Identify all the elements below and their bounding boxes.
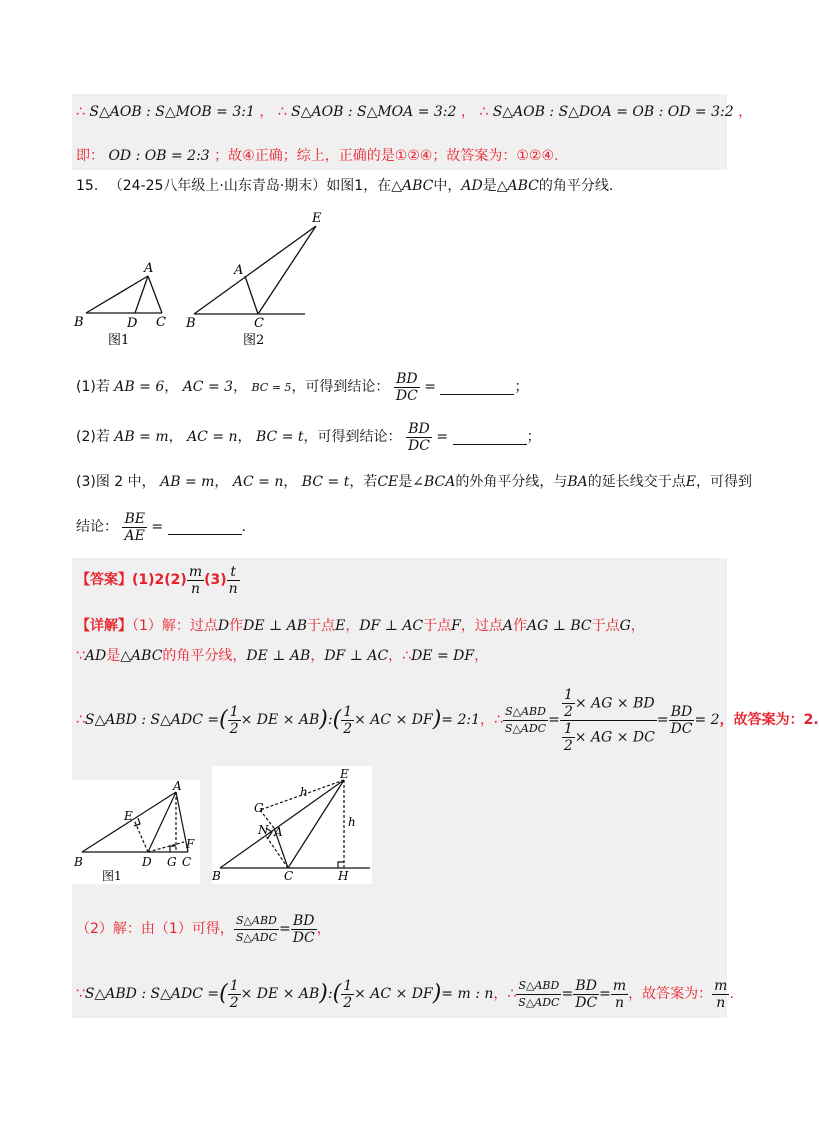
label-A: A xyxy=(234,263,244,278)
paren: ) xyxy=(432,981,442,1006)
numerator xyxy=(560,687,657,721)
math-inline: △ABC xyxy=(391,178,434,194)
punct: ， xyxy=(474,648,489,664)
punct: ， xyxy=(164,379,179,395)
math-inline: BC = t xyxy=(256,429,304,445)
area-ratio: S△ABD : S△ADC = xyxy=(84,712,220,728)
fraction-BD-DC xyxy=(291,913,317,946)
segment-AD xyxy=(135,276,148,313)
fraction-half xyxy=(341,978,354,1011)
numerator: BD xyxy=(573,978,599,995)
answer-text: (3) xyxy=(204,572,227,588)
denominator: S△ADC xyxy=(518,995,560,1009)
math-inline: DE = DF xyxy=(411,648,475,664)
fraction-m-n xyxy=(712,978,729,1011)
right-angle-H xyxy=(338,862,344,868)
equals: = xyxy=(279,921,291,937)
product: × AC × DF xyxy=(354,712,433,728)
numerator: BD xyxy=(406,421,432,438)
question-source: （24-25八年级上·山东青岛·期末） xyxy=(108,178,327,194)
numerator: 1 xyxy=(343,977,353,994)
therefore-symbol: ∴ xyxy=(277,104,287,120)
paren: ( xyxy=(219,981,228,1006)
math-inline: D xyxy=(217,618,230,634)
numerator: m xyxy=(612,977,627,994)
fraction-m-n xyxy=(187,564,204,597)
paren: ( xyxy=(219,707,228,732)
label-F: F xyxy=(186,837,195,851)
punct: ， xyxy=(310,648,325,664)
label-D: D xyxy=(142,855,152,869)
stem-text: 的角平分线. xyxy=(538,178,614,194)
label-B: B xyxy=(74,315,84,330)
equals: = xyxy=(656,712,669,728)
conclusion-text: ；故④正确；综上，正确的是①②④；故答案为：①②④. xyxy=(214,148,559,164)
segment-AC xyxy=(245,276,258,314)
segment-BA xyxy=(86,276,148,313)
product: × AC × DF xyxy=(354,986,433,1002)
label-D: D xyxy=(127,316,138,331)
denominator: DC xyxy=(670,720,693,737)
numerator: m xyxy=(188,563,203,580)
part-2 xyxy=(76,420,541,454)
answer-tag: 【答案】 xyxy=(76,572,132,588)
label-C: C xyxy=(254,316,264,331)
equals: = xyxy=(424,379,437,395)
solution-figure-1 xyxy=(72,780,200,884)
solution-figure-2-svg xyxy=(212,766,372,884)
question-number: 15. xyxy=(76,178,99,194)
detail-text: 于点 xyxy=(423,618,452,634)
detail-text: 是 xyxy=(106,648,121,664)
paren: ) xyxy=(432,707,442,732)
math-inline: AB = m xyxy=(160,474,215,490)
stem-text: 的延长线交于点 xyxy=(587,474,686,490)
punct: ， xyxy=(493,986,508,1002)
therefore-symbol: ∴ xyxy=(76,712,85,728)
solution-figure-2 xyxy=(212,766,372,884)
answer-text: ，故答案为： xyxy=(628,986,713,1002)
ratio-expression: OD : OB = 2:3 xyxy=(108,148,210,164)
segment-EC xyxy=(258,226,316,314)
part-3-conclusion xyxy=(76,510,246,544)
label-B: B xyxy=(186,316,196,331)
figure-caption: 图1 xyxy=(102,869,122,883)
paren: ( xyxy=(332,707,342,732)
denominator: S△ADC xyxy=(504,721,547,735)
fraction-area xyxy=(516,978,561,1011)
ratio-expression: S△AOB : S△MOA = 3:2 xyxy=(291,104,457,120)
math-inline: E xyxy=(685,474,697,490)
colon: : xyxy=(327,712,333,728)
math-inline: G xyxy=(619,618,631,634)
solution-figure-1-svg xyxy=(72,780,200,884)
denominator: 2 xyxy=(229,720,239,737)
math-inline: △ABC xyxy=(496,178,539,194)
colon: : xyxy=(327,986,333,1002)
math-inline: AD xyxy=(461,178,483,194)
label-G: G xyxy=(254,801,264,815)
denominator: DC xyxy=(575,994,598,1011)
fraction-BD-DC xyxy=(573,978,599,1011)
part-1 xyxy=(76,370,528,405)
fraction-half xyxy=(562,721,575,754)
equals: = xyxy=(436,429,449,445)
punct: ， xyxy=(168,429,183,445)
label-C: C xyxy=(284,869,294,883)
therefore-symbol: ∴ xyxy=(76,104,85,120)
numerator: BD xyxy=(394,371,420,388)
denominator xyxy=(560,721,657,754)
label-E: E xyxy=(312,211,322,226)
ratio-line-2 xyxy=(76,972,734,1016)
denominator: 2 xyxy=(343,720,353,737)
label-N: N xyxy=(258,823,269,837)
question-stem xyxy=(76,176,613,196)
stem-text: 是 xyxy=(482,178,497,194)
numerator: t xyxy=(227,564,240,581)
numerator: 1 xyxy=(229,977,239,994)
denominator: n xyxy=(228,580,238,597)
product: × AG × DC xyxy=(574,729,655,745)
fraction-area xyxy=(234,913,279,946)
equals: = xyxy=(561,986,574,1002)
part-label: (1)若 xyxy=(76,379,110,395)
math-inline: ∠BCA xyxy=(412,474,456,490)
denominator: 2 xyxy=(229,994,239,1011)
denominator: 2 xyxy=(564,703,573,720)
denominator: n xyxy=(190,580,200,597)
punct: ， xyxy=(480,712,494,728)
numerator: S△ABD xyxy=(516,978,561,995)
math-inline: DE ⊥ AB xyxy=(246,648,311,664)
label-C: C xyxy=(182,855,192,869)
punct: ，若 xyxy=(349,474,378,490)
math-inline: BC = t xyxy=(301,474,350,490)
because-symbol: ∵ xyxy=(76,648,85,664)
math-inline: BC = 5 xyxy=(251,381,292,394)
fraction-big xyxy=(560,687,657,754)
ratio-expression: S△AOB : S△MOB = 3:1 xyxy=(89,104,255,120)
answer-line xyxy=(76,562,240,598)
fraction-half xyxy=(341,704,354,737)
denominator: 2 xyxy=(343,994,353,1011)
figure-1 xyxy=(86,276,162,313)
math-inline: DF ⊥ AC xyxy=(324,648,389,664)
numerator: BD xyxy=(669,704,695,721)
math-inline: A xyxy=(502,618,513,634)
fraction-BD-DC xyxy=(394,371,420,404)
detail-text: （2）解：由（1）可得， xyxy=(76,921,234,937)
math-inline: CE xyxy=(377,474,399,490)
numerator: 1 xyxy=(563,720,573,737)
question-figures xyxy=(70,210,350,355)
answer-blank[interactable] xyxy=(453,430,527,445)
paren: ( xyxy=(332,981,342,1006)
punct: ； xyxy=(526,429,541,445)
math-inline: DF ⊥ AC xyxy=(359,618,424,634)
fraction-BE-AE xyxy=(122,511,147,544)
answer-text: ，故答案为：2. xyxy=(719,712,819,728)
math-inline: AC = 3 xyxy=(182,379,234,395)
numerator: m xyxy=(714,977,728,994)
area-ratio: S△ABD : S△ADC = xyxy=(84,986,220,1002)
segment-DF xyxy=(148,842,184,852)
equals: = xyxy=(599,986,611,1002)
punct: ，可得到结论： xyxy=(303,429,402,445)
segment-BE xyxy=(220,780,344,868)
label-E: E xyxy=(124,809,133,823)
fraction-half xyxy=(228,704,241,737)
ratio-expression: S△AOB : S△DOA = OB : OD = 3:2 xyxy=(492,104,734,120)
detail-line xyxy=(76,616,645,636)
because-symbol: ∵ xyxy=(76,986,85,1002)
numerator: 1 xyxy=(564,686,573,703)
separator: ， xyxy=(460,104,475,120)
detail-text: 的角平分线， xyxy=(162,648,247,664)
numerator: BE xyxy=(124,510,145,527)
fraction-m-n xyxy=(611,978,628,1011)
math-inline: AB = 6 xyxy=(114,379,165,395)
answer-blank[interactable] xyxy=(440,380,514,395)
segment-BE xyxy=(194,226,316,314)
equals: = xyxy=(548,712,560,728)
therefore-symbol: ∴ xyxy=(402,648,412,664)
punct: ， xyxy=(283,474,298,490)
equals: = xyxy=(151,519,164,535)
label-A: A xyxy=(144,261,154,276)
paren: ) xyxy=(319,707,328,732)
top-line-1 xyxy=(76,102,752,122)
denominator: DC xyxy=(407,437,430,454)
numerator: 1 xyxy=(229,703,239,720)
label-G: G xyxy=(167,855,177,869)
part-label: 结论： xyxy=(76,519,118,535)
denominator: DC xyxy=(292,929,315,946)
label-h: h xyxy=(348,815,356,829)
stem-text: 中， xyxy=(433,178,462,194)
product: × DE × AB xyxy=(240,986,320,1002)
fraction-area xyxy=(503,704,548,737)
fraction-BD-DC xyxy=(669,704,695,737)
segment-CN xyxy=(266,836,288,868)
answer-blank[interactable] xyxy=(168,520,242,535)
fraction-half xyxy=(228,978,241,1011)
denominator: AE xyxy=(124,527,145,544)
detail-text: 于点 xyxy=(307,618,336,634)
therefore-symbol: ∴ xyxy=(507,986,517,1002)
fraction-BD-DC xyxy=(406,421,432,454)
label-H: H xyxy=(338,869,349,883)
therefore-symbol: ∴ xyxy=(479,104,489,120)
figure-2-caption: 图2 xyxy=(243,333,265,348)
denominator: n xyxy=(615,994,625,1011)
line-prefix: 即： xyxy=(76,148,104,164)
numerator: BD xyxy=(291,913,317,930)
math-inline: △ABC xyxy=(120,648,163,664)
part-3 xyxy=(76,472,752,492)
fraction-half xyxy=(562,687,575,720)
figure-1-caption: 图1 xyxy=(108,333,130,348)
punct: ，可得到结论： xyxy=(291,379,390,395)
punct: . xyxy=(729,986,734,1002)
product: × AG × BD xyxy=(574,695,655,711)
denominator: DC xyxy=(395,387,418,404)
numerator: S△ABD xyxy=(503,704,548,721)
label-E: E xyxy=(340,767,349,781)
math-inline: DE ⊥ AB xyxy=(243,618,308,634)
math-inline: AD xyxy=(84,648,107,664)
denominator: S△ADC xyxy=(235,930,278,944)
detail-text: （1）解：过点 xyxy=(132,618,218,634)
punct: . xyxy=(241,519,247,535)
part-2-solution xyxy=(76,904,331,954)
detail-text: 作 xyxy=(512,618,527,634)
therefore-symbol: ∴ xyxy=(494,712,503,728)
fraction-t-n xyxy=(227,564,240,597)
punct: ； xyxy=(514,379,529,395)
numerator: 1 xyxy=(343,703,353,720)
math-inline: AG ⊥ BC xyxy=(526,618,592,634)
segment-AC xyxy=(148,276,162,313)
result: = m : n xyxy=(441,986,494,1002)
stem-text: 如图1，在 xyxy=(326,178,392,194)
math-inline: E xyxy=(335,618,346,634)
denominator: n xyxy=(716,994,726,1011)
stem-text: 的外角平分线，与 xyxy=(455,474,568,490)
result: = 2 xyxy=(694,712,720,728)
label-A: A xyxy=(173,779,182,793)
separator: ， xyxy=(259,104,274,120)
ratio-line-1 xyxy=(76,680,819,760)
detail-text: 于点 xyxy=(591,618,620,634)
separator: ， xyxy=(738,104,753,120)
label-A: A xyxy=(274,825,283,839)
denominator: 2 xyxy=(563,737,573,754)
label-B: B xyxy=(212,869,221,883)
part-label: (3)图 2 中， xyxy=(76,474,156,490)
segment-EC xyxy=(288,780,344,868)
detail-tag: 【详解】 xyxy=(76,618,132,634)
punct: ， xyxy=(316,921,331,937)
top-line-2 xyxy=(76,146,558,166)
detail-text: ，过点 xyxy=(460,618,503,634)
math-inline: AC = n xyxy=(187,429,238,445)
label-h: h xyxy=(300,785,308,799)
punct: ， xyxy=(388,648,403,664)
detail-text: ， xyxy=(345,618,360,634)
paren: ) xyxy=(319,981,328,1006)
right-angle-G xyxy=(170,846,176,852)
punct: ， xyxy=(214,474,229,490)
stem-text: ，可得到 xyxy=(696,474,753,490)
because-line xyxy=(76,646,488,666)
math-inline: BA xyxy=(567,474,588,490)
math-inline: AC = n xyxy=(232,474,284,490)
answer-text: (1)2(2) xyxy=(132,572,187,588)
math-inline: F xyxy=(451,618,461,634)
label-C: C xyxy=(156,315,166,330)
punct: ， xyxy=(233,379,248,395)
punct: ， xyxy=(237,429,252,445)
punct: 是 xyxy=(398,474,413,490)
label-B: B xyxy=(74,855,83,869)
result: = 2:1 xyxy=(441,712,480,728)
product: × DE × AB xyxy=(240,712,320,728)
figure-2 xyxy=(194,226,316,314)
numerator: S△ABD xyxy=(234,913,279,930)
detail-text: ， xyxy=(630,618,645,634)
detail-text: 作 xyxy=(229,618,244,634)
part-label: (2)若 xyxy=(76,429,110,445)
math-inline: AB = m xyxy=(114,429,169,445)
